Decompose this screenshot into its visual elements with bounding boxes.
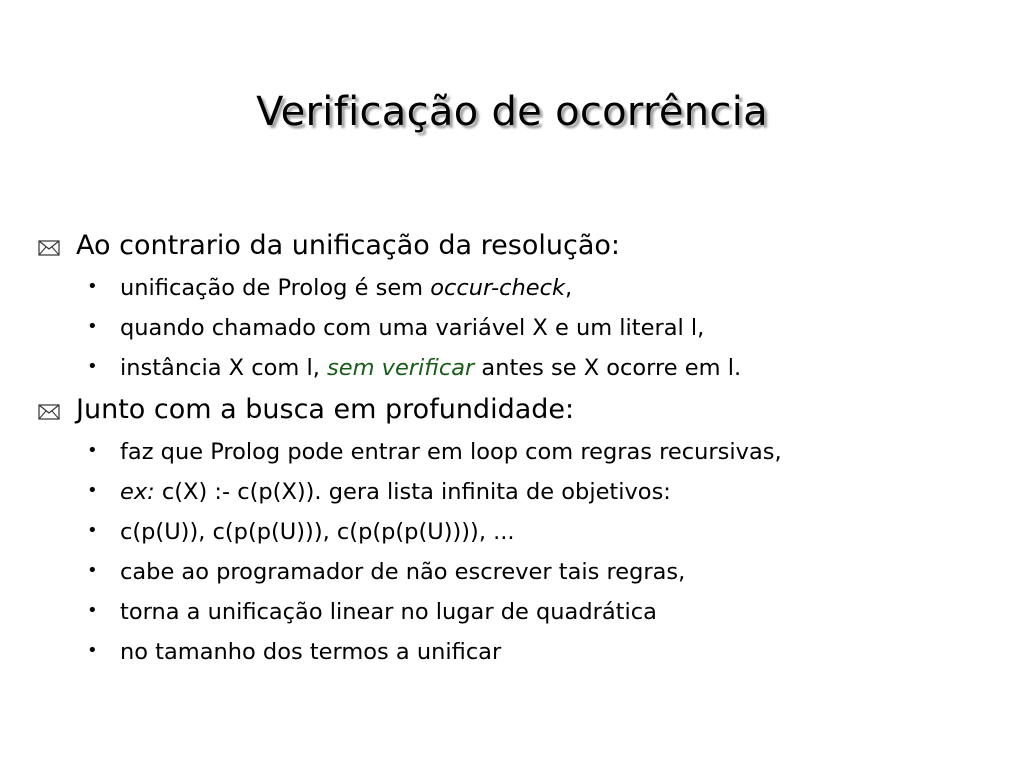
envelope-icon [38, 240, 60, 256]
bullet-dot: • [87, 480, 98, 501]
item-text: quando chamado com uma variável X e um literal l, [120, 315, 705, 341]
list-item [36, 592, 996, 632]
item-text: torna a unificação linear no lugar de quadrática [120, 599, 657, 625]
item-text: instância X com l, [120, 355, 327, 381]
item-text: cabe ao programador de não escrever tais regras, [120, 559, 686, 585]
item-text-italic: occur-check [430, 275, 566, 301]
slide-title: Verificação de ocorrência [256, 89, 768, 135]
item-text: unificação de Prolog é sem [120, 275, 431, 301]
envelope-icon [38, 404, 60, 420]
list-item [36, 308, 996, 348]
list-item [36, 348, 996, 388]
item-text: antes se X ocorre em l. [474, 355, 742, 381]
list-item [36, 512, 996, 552]
bullet-dot: • [87, 600, 98, 621]
bullet-dot: • [87, 520, 98, 541]
section-heading-text: Ao contrario da unificação da resolução: [76, 230, 620, 261]
section-heading-1 [36, 388, 996, 432]
bullet-dot: • [87, 356, 98, 377]
item-text-italic: ex: [120, 479, 155, 505]
list-item [36, 268, 996, 308]
section-heading-text: Junto com a busca em profundidade: [76, 394, 575, 425]
list-item [36, 632, 996, 672]
list-item [36, 552, 996, 592]
item-text: c(X) :- c(p(X)). gera lista infinita de objetivos: [154, 479, 671, 505]
bullet-dot: • [87, 560, 98, 581]
bullet-dot: • [87, 316, 98, 337]
list-item [36, 432, 996, 472]
slide-body [36, 224, 996, 672]
list-item [36, 472, 996, 512]
bullet-dot: • [87, 440, 98, 461]
item-text: no tamanho dos termos a unificar [120, 639, 502, 665]
item-text-highlight: sem verificar [327, 355, 475, 381]
section-heading-0 [36, 224, 996, 268]
bullet-dot: • [87, 276, 98, 297]
item-text: , [565, 275, 573, 301]
bullet-dot: • [87, 640, 98, 661]
item-text: faz que Prolog pode entrar em loop com regras recursivas, [120, 439, 782, 465]
item-text: c(p(U)), c(p(p(U))), c(p(p(p(U)))), ... [120, 519, 515, 545]
